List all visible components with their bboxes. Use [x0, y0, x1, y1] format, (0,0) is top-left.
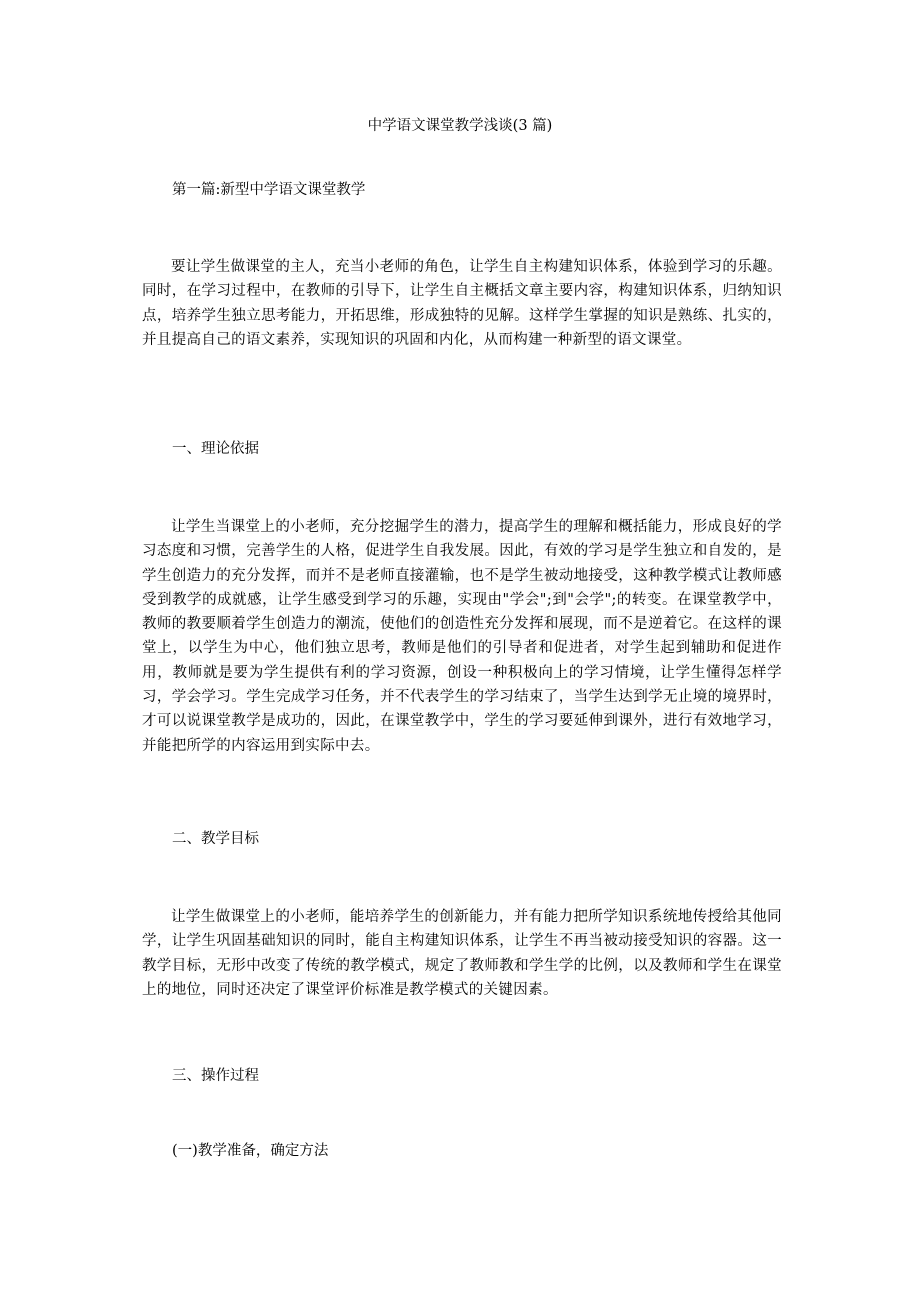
section-heading-goals: 二、教学目标 [172, 831, 259, 847]
part-one-heading: 第一篇:新型中学语文课堂教学 [172, 182, 366, 198]
section-heading-theory: 一、理论依据 [172, 441, 259, 457]
document-title: 中学语文课堂教学浅谈(3 篇) [367, 118, 553, 134]
section-heading-process: 三、操作过程 [172, 1068, 259, 1084]
subsection-heading-preparation: (一)教学准备，确定方法 [172, 1143, 329, 1159]
section-paragraph-goals: 让学生做课堂上的小老师，能培养学生的创新能力，并有能力把所学知识系统地传授给其他同学，让学生巩固基础知识的同时，能自主构建知识体系，让学生不再当被动接受知识的容器。这一教学目标，无形中改变了传统的教学模式，规定了教师教和学生学的比例，以及教师和学生在课堂上的地位，同时还决定了课堂评价标准是教学模式的关键因素。 [142, 909, 782, 998]
section-paragraph-theory: 让学生当课堂上的小老师，充分挖掘学生的潜力，提高学生的理解和概括能力，形成良好的学习态度和习惯，完善学生的人格，促进学生自我发展。因此，有效的学习是学生独立和自发的，是学生创造力的充分发挥，而并不是老师直接灌输，也不是学生被动地接受，这种教学模式让教师感受到教学的成就感，让学生感受到学习的乐趣，实现由"学会";到"会学";的转变。在课堂教学中，教师的教要顺着学生创造力的潮流，使他们的创造性充分发挥和展现，而不是逆着它。在这样的课堂上，以学生为中心，他们独立思考，教师是他们的引导者和促进者，对学生起到辅助和促进作用，教师就是要为学生提供有利的学习资源，创设一种积极向上的学习情境，让学生懂得怎样学习，学会学习。学生完成学习任务，并不代表学生的学习结束了，当学生达到学无止境的境界时，才可以说课堂教学是成功的，因此，在课堂教学中，学生的学习要延伸到课外，进行有效地学习，并能把所学的内容运用到实际中去。 [142, 519, 782, 754]
intro-paragraph: 要让学生做课堂的主人，充当小老师的角色，让学生自主构建知识体系，体验到学习的乐趣。同时，在学习过程中，在教师的引导下，让学生自主概括文章主要内容，构建知识体系，归纳知识点，培养学生独立思考能力，开拓思维，形成独特的见解。这样学生掌握的知识是熟练、扎实的，并且提高自己的语文素养，实现知识的巩固和内化，从而构建一种新型的语文课堂。 [142, 259, 782, 348]
